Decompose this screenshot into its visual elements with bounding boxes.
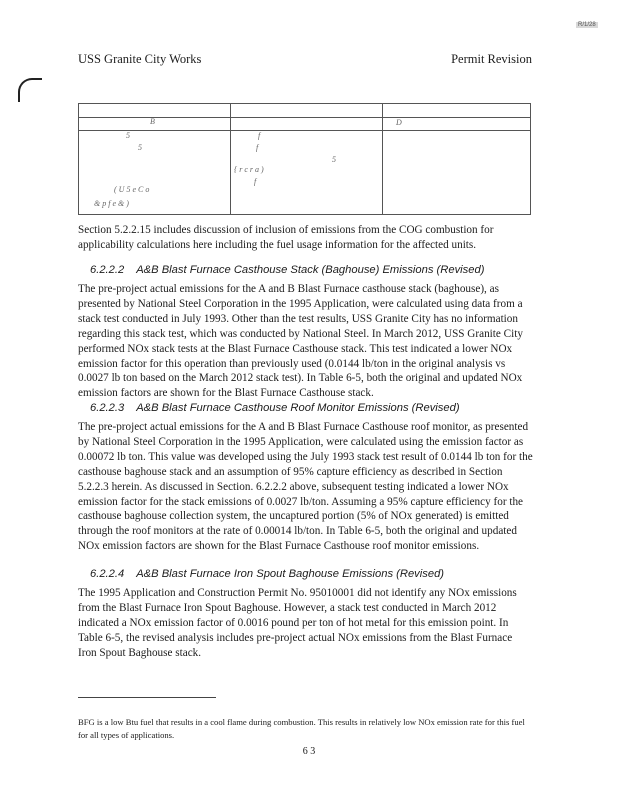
corner-mark: R/1/28 <box>578 22 596 28</box>
section-title: A&B Blast Furnace Casthouse Stack (Baghouse) Emissions (Revised) <box>136 264 485 276</box>
table-fragment: f <box>256 143 259 152</box>
table-fragment: 5 <box>332 155 336 164</box>
table-column-rule <box>230 103 231 215</box>
section-body: The pre-project actual emissions for the A and B Blast Furnace casthouse stack (baghouse), as presented by National Steel Corporation in the 1995 Application, were calculated using data from a stack test conducted in July 1993. Other than the test results, USS Granite City has no information regarding this stack test, which was conducted by National Steel. In March 2012, USS Granite City performed NOx stack tests at the Blast Furnace Casthouse stack. This test indicated a lower NOx emission factor for this operation than previously used (0.0144 lb/ton in the original analysis vs 0.0027 lb ton based on the March 2012 stack test). In Table 6-5, both the original and updated NOx emission factors are shown for the Blast Furnace Casthouse stack. <box>78 283 523 400</box>
table-column-rule <box>530 103 531 215</box>
footnote-divider <box>78 697 216 698</box>
section-heading <box>90 264 484 276</box>
table-fragment: D <box>396 118 402 127</box>
faded-table <box>78 103 531 215</box>
table-rule <box>78 103 531 104</box>
section-number: 6.2.2.4 <box>90 568 125 580</box>
section-number: 6.2.2.3 <box>90 402 125 414</box>
section-title: A&B Blast Furnace Iron Spout Baghouse Emissions (Revised) <box>136 568 445 580</box>
section-body: The 1995 Application and Construction Permit No. 95010001 did not identify any NOx emissions from the Blast Furnace Iron Spout Baghouse. However, a stack test conducted in March 2012 indicated a NOx emission factor of 0.0016 pound per ton of hot metal for this emission point. In Table 6-5, the revised analysis includes pre-project actual NOx emissions from the Blast Furnace Iron Spout Baghouse stack. <box>78 587 517 659</box>
table-fragment: f <box>258 131 261 140</box>
intro-paragraph: Section 5.2.2.15 includes discussion of inclusion of emissions from the COG combustion for applicability calculations here including the fuel usage information for the affected units. <box>78 224 494 251</box>
section-heading <box>90 568 444 580</box>
section-body: The pre-project actual emissions for the A and B Blast Furnace Casthouse roof monitor, as presented by National Steel Corporation in the 1995 Application, were calculated using the emission factor as 0.00072 lb ton. This value was developed using the July 1993 stack test result of 0.0144 lb ton for the casthouse baghouse stack and an assumption of 95% capture efficiency as described in Section 5.2.2.3 herein. As discussed in Section. 6.2.2.2 above, subsequent testing indicated a lower NOx emission factor for the stack emissions of 0.0027 lb/ton. Assuming a 95% capture efficiency for the casthouse baghouse collection system, the uncaptured portion (5% of NOx generated) is emitted through the roof monitors at the rate of 0.00014 lb/ton. In Table 6-5, both the original and updated NOx emission factors are shown for the Blast Furnace Casthouse roof monitor emissions. <box>78 421 533 553</box>
footnote: BFG is a low Btu fuel that results in a cool flame during combustion. This results in relatively low NOx emission rate for this fuel for all types of applications. <box>78 717 525 740</box>
table-fragment: B <box>150 117 155 126</box>
header-right: Permit Revision <box>451 52 532 66</box>
page-number: 6 3 <box>302 746 316 757</box>
table-fragment: ( U 5 e C o <box>114 185 150 194</box>
section-heading <box>90 402 460 414</box>
header-left: USS Granite City Works <box>78 52 202 66</box>
table-rule <box>78 117 531 118</box>
table-column-rule <box>78 103 79 215</box>
table-rule <box>78 214 531 215</box>
scan-bracket-mark <box>18 78 42 102</box>
table-fragment: f <box>254 177 257 186</box>
table-fragment: { r c r a ) <box>234 165 264 174</box>
table-fragment: 5 <box>138 143 142 152</box>
table-fragment: & p f e & ) <box>94 199 129 208</box>
table-column-rule <box>382 103 383 215</box>
table-fragment: 5 <box>126 131 130 140</box>
table-rule <box>78 130 531 131</box>
section-title: A&B Blast Furnace Casthouse Roof Monitor Emissions (Revised) <box>136 402 460 414</box>
section-number: 6.2.2.2 <box>90 264 125 276</box>
